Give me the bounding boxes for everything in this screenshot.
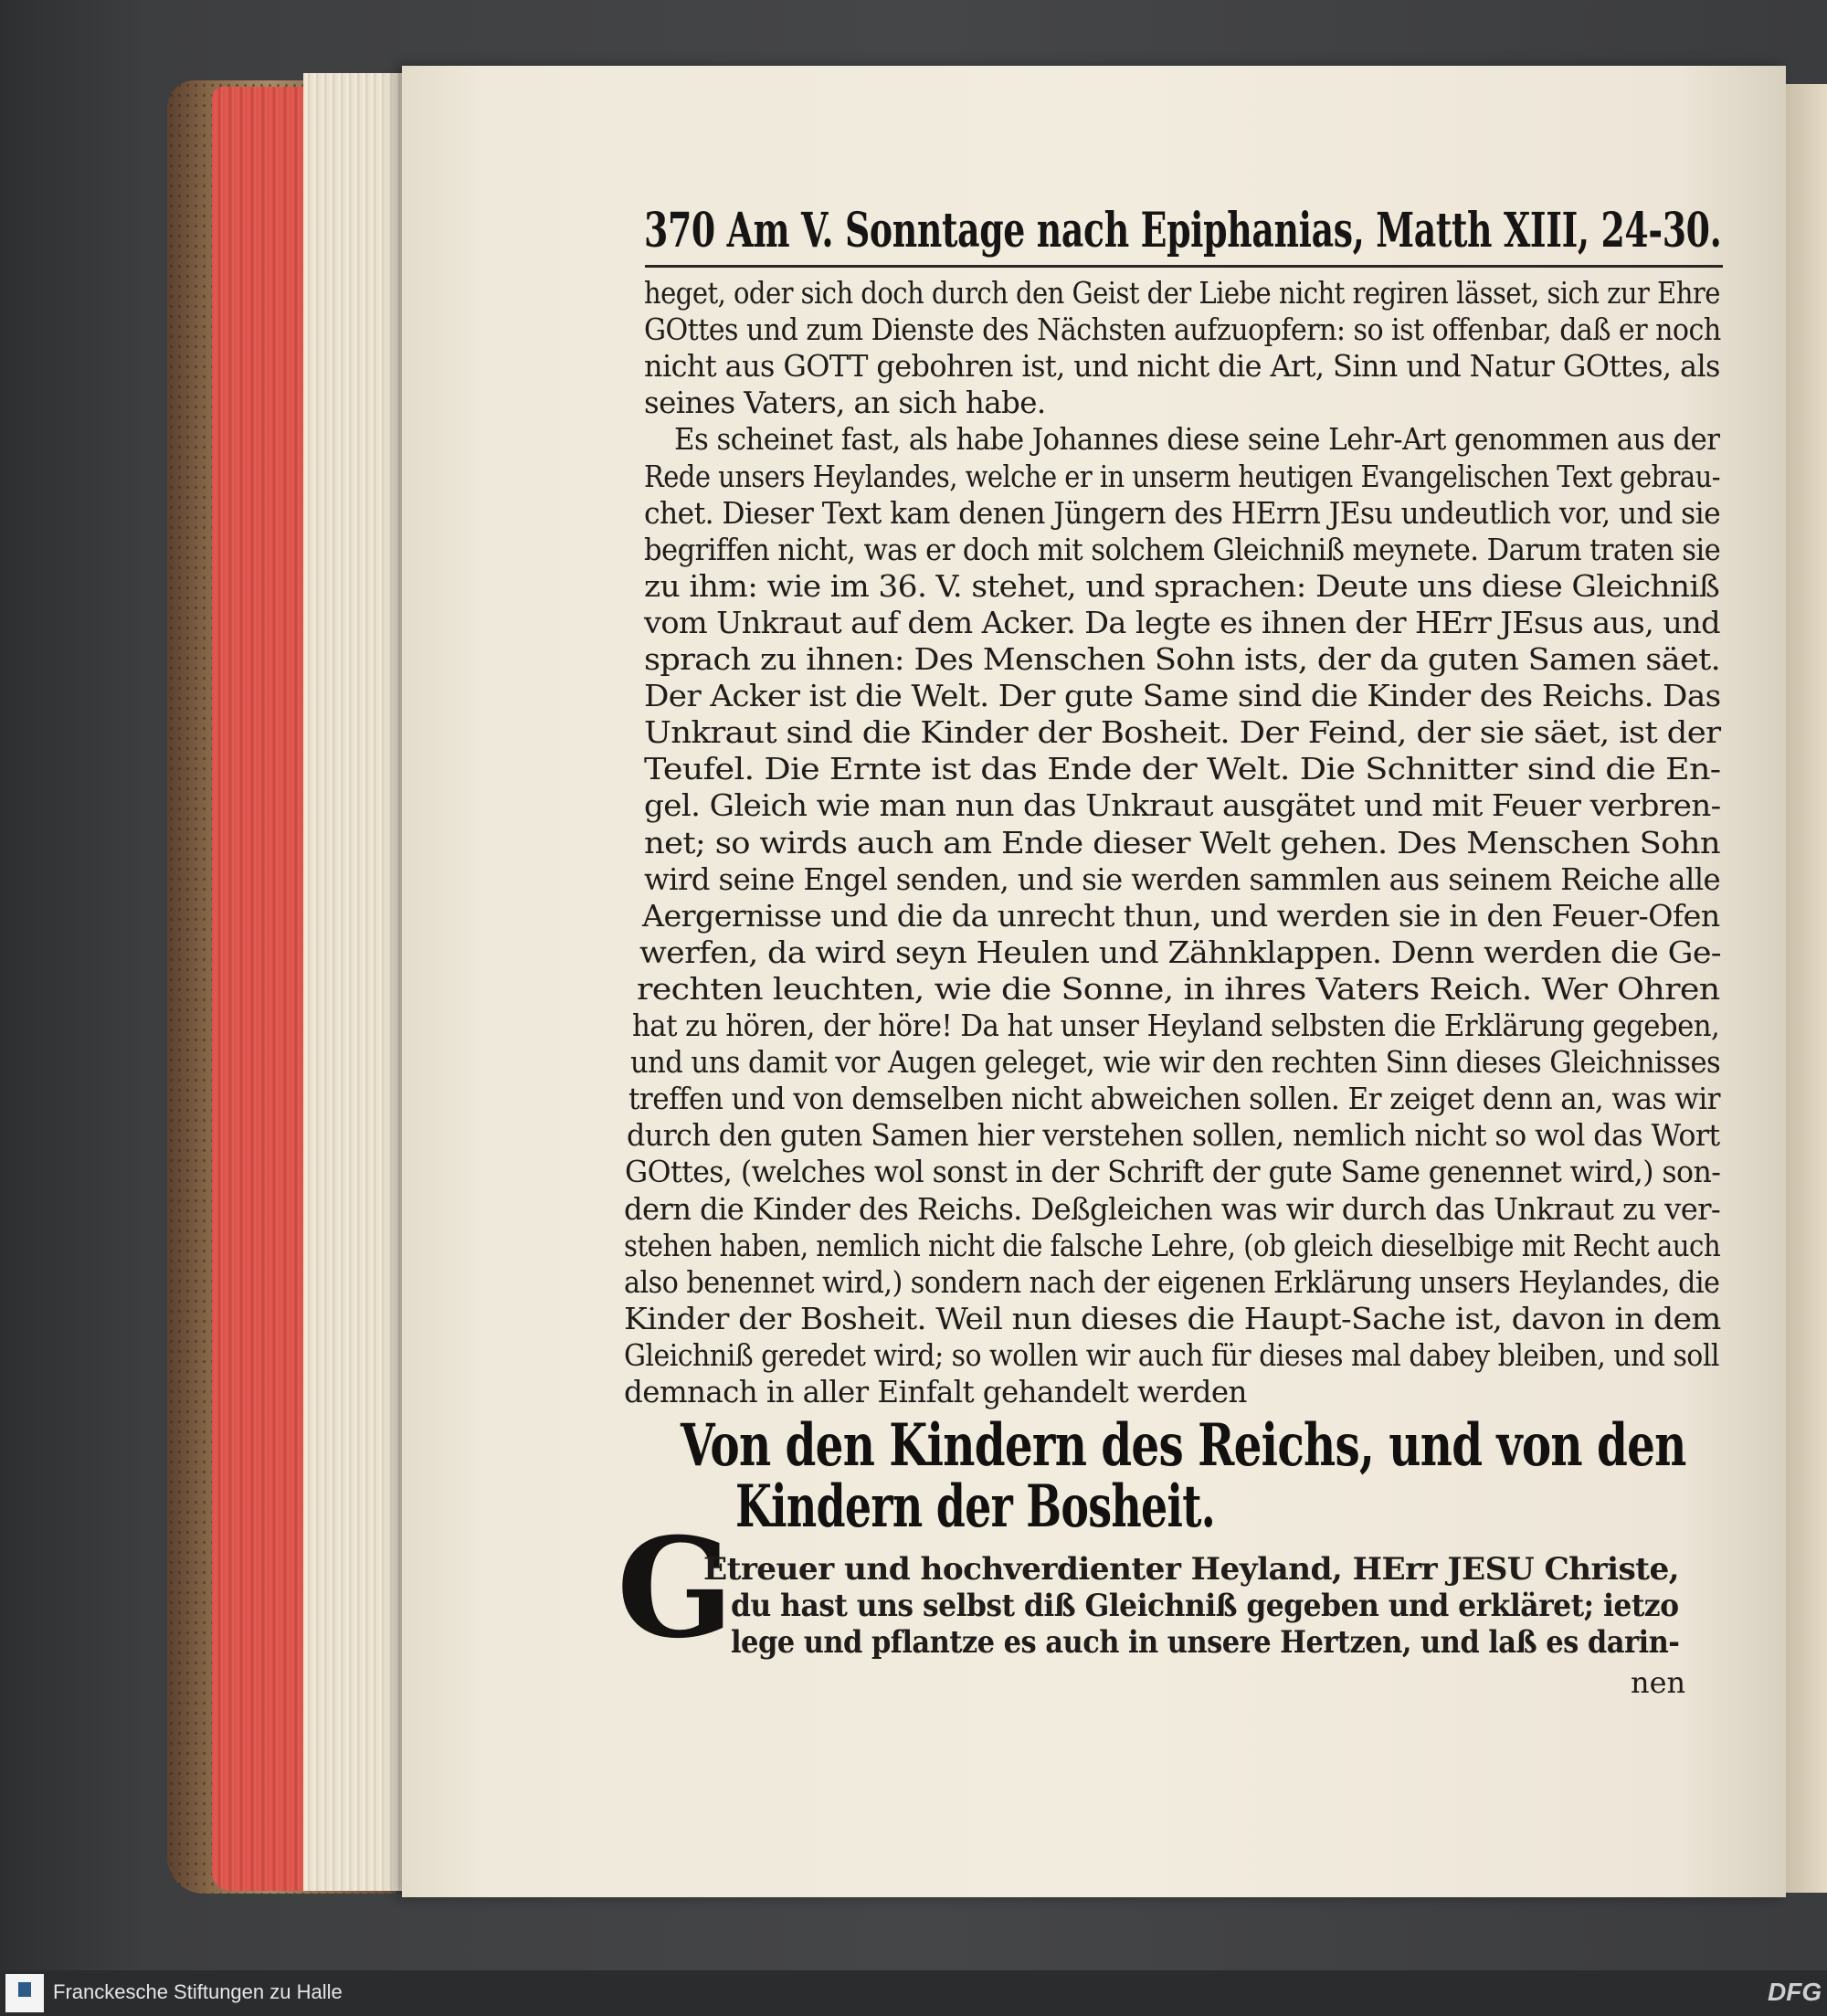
text-line: heget, oder sich doch durch den Geist der Liebe nicht regiren lässet, sich zur Ehre bbox=[644, 276, 1720, 311]
text-line: Gleichniß geredet wird; so wollen wir auch für dieses mal dabey bleiben, und soll bbox=[624, 1337, 1719, 1373]
text-line: zu ihm: wie im 36. V. stehet, und sprachen: Deute uns diese Gleichniß bbox=[644, 568, 1720, 604]
text-line: Teufel. Die Ernte ist das Ende der Welt. Die Schnitter sind die En- bbox=[644, 752, 1721, 787]
text-line: seines Vaters, an sich habe. bbox=[644, 385, 1046, 421]
text-line: Aergernisse und die da unrecht thun, und werden sie in den Feuer-Ofen bbox=[642, 898, 1720, 934]
text-line: Kinder der Bosheit. Weil nun dieses die Haupt-Sache ist, davon in dem bbox=[624, 1301, 1721, 1336]
text-line: nicht aus GOTT gebohren ist, und nicht die Art, Sinn und Natur GOttes, als bbox=[644, 349, 1720, 385]
text-line: Es scheinet fast, als habe Johannes diese seine Lehr-Art genommen aus der bbox=[674, 422, 1720, 458]
section-heading-line-2: Kindern der Bosheit. bbox=[735, 1472, 1215, 1541]
text-line: vom Unkraut auf dem Acker. Da legte es ihnen der HErr JEsus aus, und bbox=[644, 605, 1721, 640]
text-line: demnach in aller Einfalt gehandelt werden bbox=[624, 1375, 1247, 1409]
catchword: nen bbox=[1631, 1665, 1686, 1700]
prayer-line: Etreuer und hochverdienter Heyland, HErr JESU Christe, bbox=[703, 1551, 1680, 1588]
text-line: treffen und von demselben nicht abweichen sollen. Er zeiget denn an, was wir bbox=[628, 1082, 1720, 1117]
text-line: wird seine Engel senden, und sie werden sammlen aus seinem Reiche alle bbox=[644, 861, 1721, 897]
text-line: GOttes, (welches wol sonst in der Schrift der gute Same genennet wird,) son- bbox=[625, 1155, 1721, 1190]
next-page-edge bbox=[1786, 84, 1827, 1893]
page-stack bbox=[303, 73, 404, 1891]
text-line: Der Acker ist die Welt. Der gute Same sind die Kinder des Reichs. Das bbox=[644, 679, 1721, 714]
text-line: rechten leuchten, wie die Sonne, in ihres Vaters Reich. Wer Ohren bbox=[637, 971, 1720, 1007]
text-line: und uns damit vor Augen geleget, wie wir den rechten Sinn dieses Gleichnisses bbox=[630, 1045, 1721, 1081]
text-line: Rede unsers Heylandes, welche er in unserm heutigen Evangelischen Text gebrau- bbox=[644, 459, 1721, 494]
prayer-line: du hast uns selbst diß Gleichniß gegeben und erkläret; ietzo bbox=[731, 1588, 1679, 1624]
text-line: werfen, da wird seyn Heulen und Zähnklappen. Denn werden die Ge- bbox=[639, 934, 1721, 970]
text-line: also benennet wird,) sondern nach der eigenen Erklärung unsers Heylandes, die bbox=[624, 1264, 1720, 1300]
text-line: net; so wirds auch am Ende dieser Welt gehen. Des Menschen Sohn bbox=[644, 825, 1720, 860]
decorated-initial: G bbox=[617, 1508, 734, 1669]
text-line: Unkraut sind die Kinder der Bosheit. Der Feind, der sie säet, ist der bbox=[644, 715, 1721, 751]
text-line: stehen haben, nemlich nicht die falsche Lehre, (ob gleich dieselbige mit Recht auch bbox=[624, 1228, 1721, 1263]
prayer-line: lege und pflantze es auch in unsere Hertzen, und laß es darin- bbox=[731, 1624, 1680, 1661]
header-rule bbox=[645, 265, 1723, 268]
institution-name[interactable]: Franckesche Stiftungen zu Halle bbox=[53, 1980, 343, 2003]
text-line: chet. Dieser Text kam denen Jüngern des HErrn JEsu undeutlich vor, und sie bbox=[644, 495, 1721, 531]
dfg-logo[interactable]: DFG bbox=[1768, 1978, 1822, 2006]
text-line: sprach zu ihnen: Des Menschen Sohn ists, der da guten Samen säet. bbox=[644, 642, 1721, 677]
text-line: GOttes und zum Dienste des Nächsten aufzuopfern: so ist offenbar, daß er noch bbox=[644, 312, 1721, 348]
text-line: durch den guten Samen hier verstehen sollen, nemlich nicht so wol das Wort bbox=[627, 1118, 1720, 1154]
text-line: dern die Kinder des Reichs. Deßgleichen was wir durch das Unkraut zu ver- bbox=[624, 1191, 1721, 1227]
section-heading-line-1: Von den Kindern des Reichs, und von den bbox=[681, 1411, 1686, 1480]
text-line: begriffen nicht, was er doch mit solchem Gleichniß meynete. Darum traten sie bbox=[644, 532, 1721, 567]
running-head: 370 Am V. Sonntage nach Epiphanias, Matth XIII, 24-30. bbox=[644, 203, 1722, 259]
text-line: hat zu hören, der höre! Da hat unser Heyland selbsten die Erklärung gegeben, bbox=[632, 1008, 1720, 1043]
text-line: gel. Gleich wie man nun das Unkraut ausgätet und mit Feuer verbren- bbox=[644, 788, 1721, 824]
institution-logo-icon[interactable] bbox=[5, 1974, 44, 2012]
